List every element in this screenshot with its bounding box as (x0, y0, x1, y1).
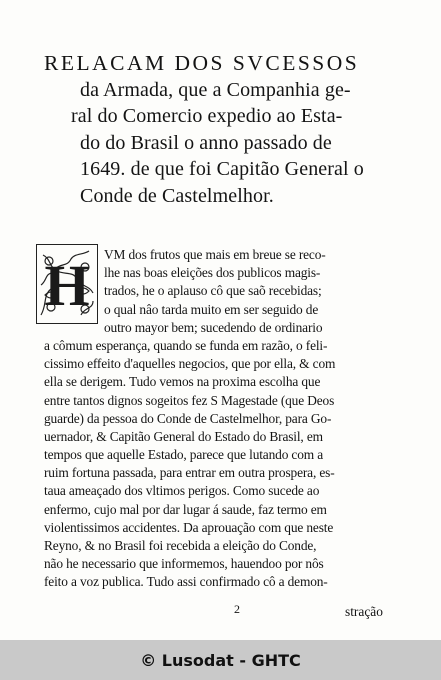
body-line: outro mayor bem; sucedendo de ordinario (104, 319, 323, 335)
body-line: VM dos frutos que mais em breue se reco- (104, 247, 326, 262)
body-line: violentissimos accidentes. Da aprouação com que neste (44, 519, 334, 535)
body-line: trados, he o aplauso cô que saõ recebidas; (104, 283, 322, 299)
catchword: stração (345, 604, 383, 619)
body-line: o qual nâo tarda muito em ser seguido de (104, 301, 319, 317)
ornamental-dropcap (36, 244, 98, 324)
body-line: feito a voz publica. Tudo assi confirmado cô a demon- (44, 574, 328, 590)
title-line: 1649. de que foi Capitão General o (80, 158, 364, 180)
body-line: tempos que aquelle Estado, parece que lutando com a (44, 447, 324, 463)
document-body (44, 246, 410, 592)
body-line: entre tantos dignos sogeitos fez S Magestade (que Deos (44, 392, 335, 408)
body-line: Reyno, & no Brasil foi recebida a eleição do Conde, (44, 538, 317, 553)
body-line: guarde) da pessoa do Conde de Castelmelhor, para Go- (44, 410, 332, 426)
body-line: ella se derigem. Tudo vemos na proxima escolha que (44, 374, 321, 390)
dropcap-letter: H (44, 253, 90, 318)
body-line: uernador, & Capitão General do Estado do Brasil, em (44, 428, 323, 444)
body-line: enfermo, cujo mal por dar lugar á saude, faz termo em (44, 501, 327, 517)
page-number: 2 (234, 602, 240, 616)
body-line: lhe nas boas eleições dos publicos magis- (104, 265, 321, 281)
body-line: não he necessario que informemos, hauendoo por nôs (44, 556, 324, 572)
body-line: a cômum esperança, quando se funda em razão, o feli- (44, 337, 328, 353)
body-line: ruim fortuna passada, para entrar em outra prospera, es- (44, 465, 335, 481)
title-line: ral do Comercio expedio ao Esta- (71, 105, 343, 127)
credit-text: © Lusodat - GHTC (140, 650, 301, 670)
body-line: cissimo effeito d'aquelles negocios, que por ella, & com (44, 356, 336, 372)
title-line: do do Brasil o anno passado de (80, 131, 332, 154)
body-line: taua ameaçado dos vltimos perigos. Como sucede ao (44, 483, 320, 499)
credit-bar (0, 640, 441, 680)
dropcap-ornament-icon (37, 245, 97, 323)
document-title (44, 50, 414, 209)
title-line: Conde de Castelmelhor. (80, 184, 274, 207)
title-line: da Armada, que a Companhia ge- (80, 78, 351, 101)
title-line: RELACAM DOS SVCESSOS (44, 51, 360, 75)
